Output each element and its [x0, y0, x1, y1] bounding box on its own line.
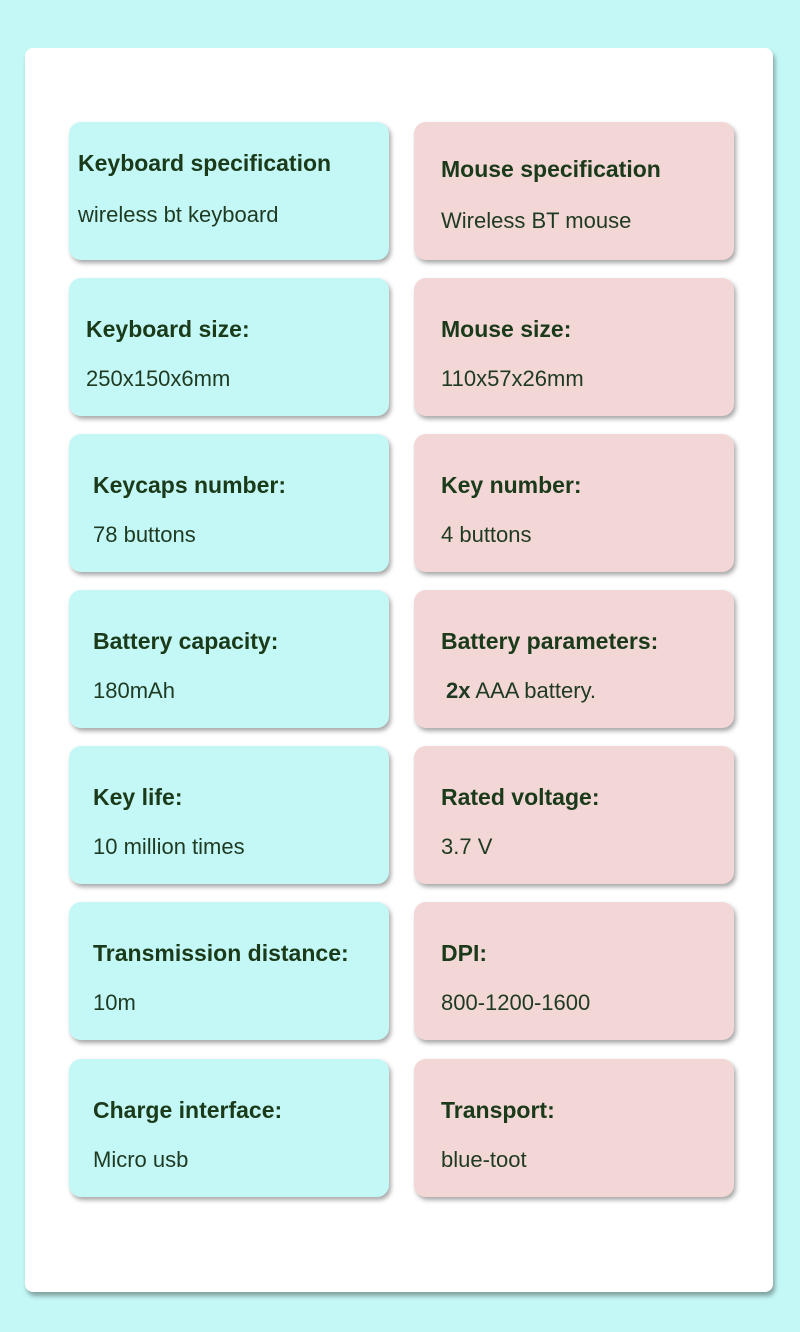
keyboard-spec-card [69, 122, 389, 260]
charge-interface-value: Micro usb [93, 1147, 189, 1172]
battery-type: AAA battery. [475, 678, 597, 703]
battery-capacity-label: Battery capacity: [93, 628, 279, 654]
transport-label: Transport: [441, 1097, 555, 1123]
mouse-size-card [414, 278, 734, 416]
rated-voltage-value: 3.7 V [441, 834, 493, 859]
dpi-label: DPI: [441, 940, 487, 966]
mouse-spec-card [414, 122, 734, 260]
key-life-card [69, 746, 389, 884]
mouse-spec-label: Mouse specification [441, 156, 661, 182]
keyboard-size-card [69, 278, 389, 416]
keyboard-size-value: 250x150x6mm [86, 366, 231, 391]
mouse-size-value: 110x57x26mm [441, 366, 584, 391]
key-number-card [414, 434, 734, 572]
mouse-size-label: Mouse size: [441, 316, 572, 342]
key-number-value: 4 buttons [441, 522, 532, 547]
mouse-spec-value: Wireless BT mouse [441, 208, 632, 233]
battery-parameters-card [414, 590, 734, 728]
battery-parameters-value [446, 678, 596, 704]
keyboard-size-label: Keyboard size: [86, 316, 250, 342]
transport-card [414, 1059, 734, 1197]
battery-capacity-card [69, 590, 389, 728]
key-number-label: Key number: [441, 472, 582, 498]
keycaps-number-card [69, 434, 389, 572]
battery-parameters-label: Battery parameters: [441, 628, 659, 654]
transmission-distance-card [69, 902, 389, 1040]
keycaps-number-label: Keycaps number: [93, 472, 287, 498]
keyboard-spec-value: wireless bt keyboard [78, 202, 279, 227]
transmission-distance-label: Transmission distance: [93, 940, 349, 966]
battery-count: 2x [446, 678, 471, 703]
rated-voltage-card [414, 746, 734, 884]
rated-voltage-label: Rated voltage: [441, 784, 600, 810]
transmission-distance-value: 10m [93, 990, 136, 1015]
transport-value: blue-toot [441, 1147, 527, 1172]
key-life-value: 10 million times [93, 834, 245, 859]
charge-interface-label: Charge interface: [93, 1097, 283, 1123]
charge-interface-card [69, 1059, 389, 1197]
dpi-card [414, 902, 734, 1040]
keycaps-number-value: 78 buttons [93, 522, 196, 547]
key-life-label: Key life: [93, 784, 183, 810]
dpi-value: 800-1200-1600 [441, 990, 591, 1015]
keyboard-spec-label: Keyboard specification [78, 150, 332, 176]
battery-capacity-value: 180mAh [93, 678, 175, 703]
